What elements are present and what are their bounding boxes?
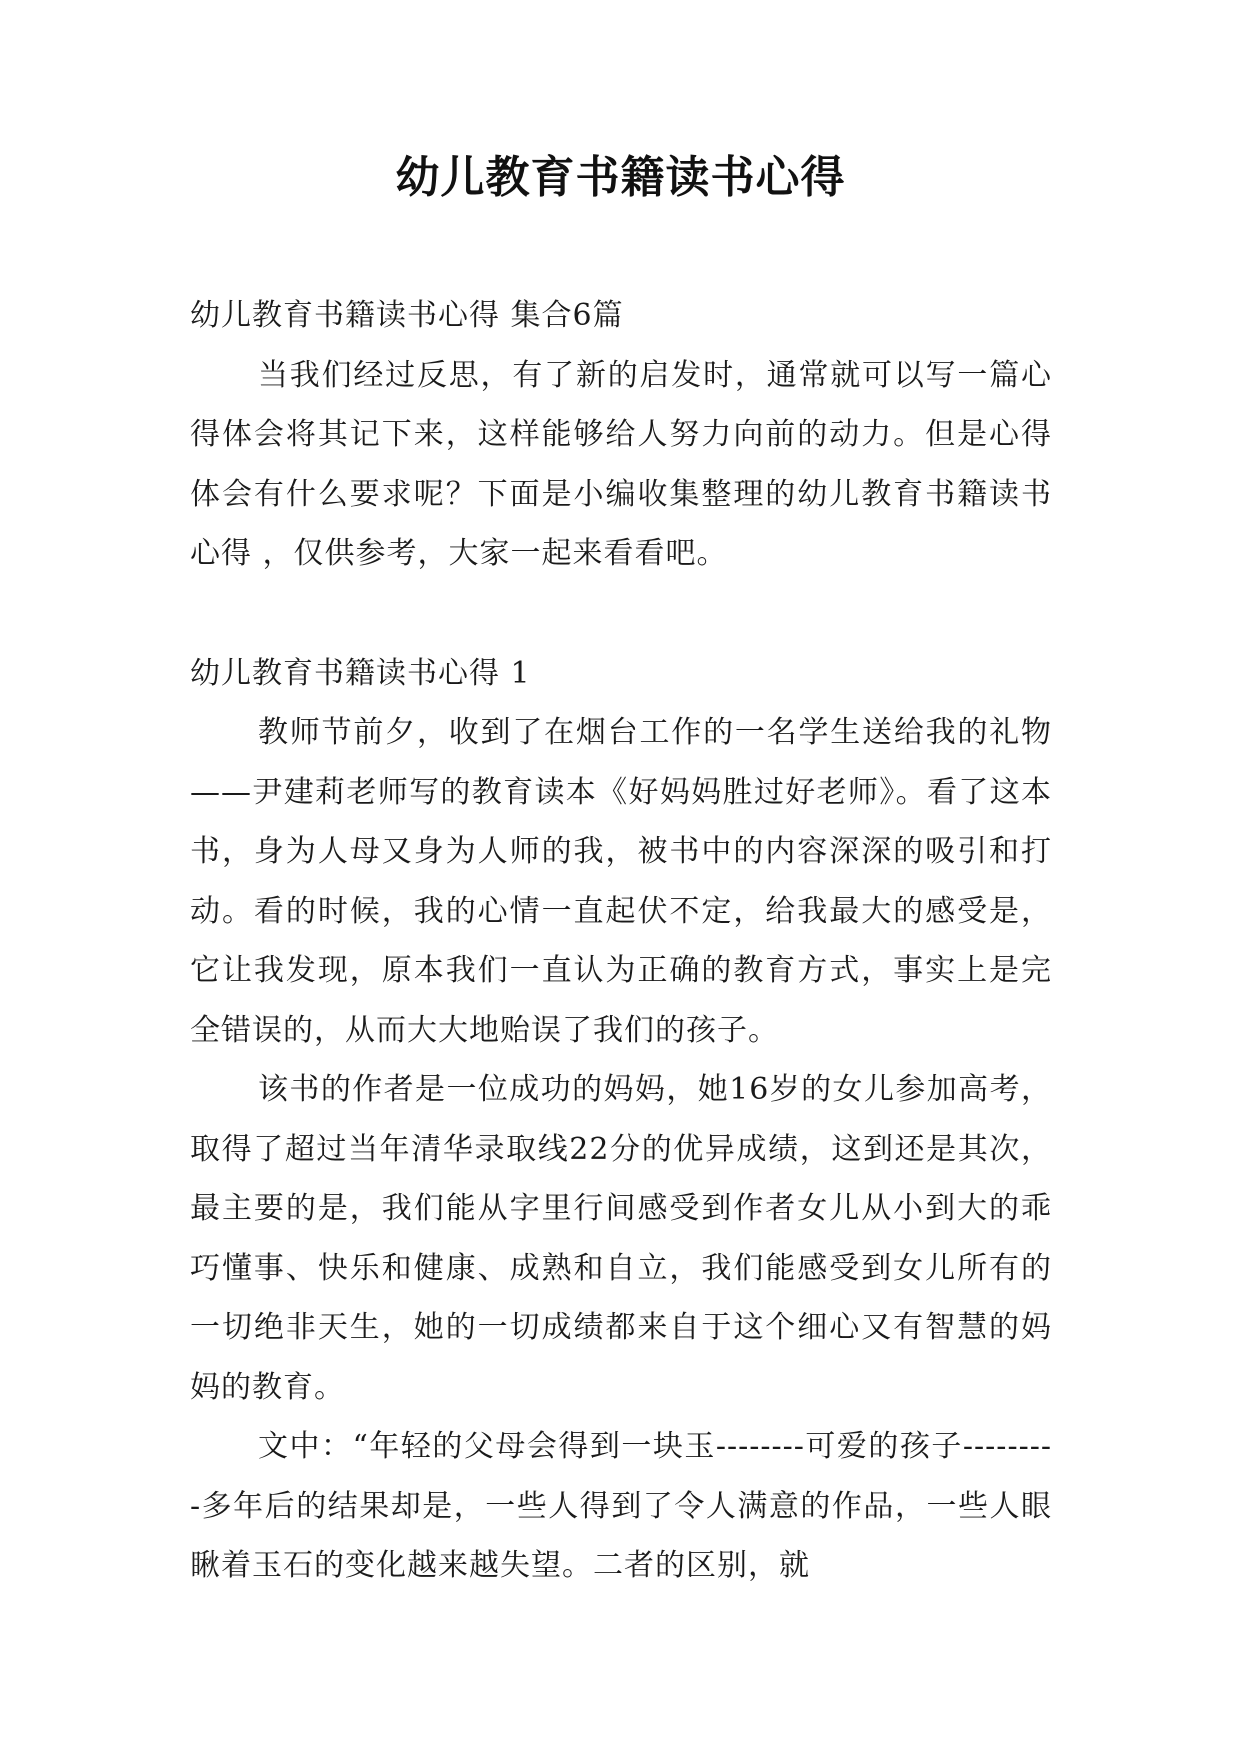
- section-heading: 幼儿教育书籍读书心得 1: [190, 655, 531, 691]
- intro-paragraph: 当我们经过反思，有了新的启发时，通常就可以写一篇心得体会将其记下来，这样能够给人努力向前的动力。但是心得体会有什么要求呢？下面是小编收集整理的幼儿教育书籍读书心得 ，仅供参考，大家一起来看看吧。: [190, 357, 1052, 571]
- document-body: [190, 286, 1052, 1596]
- collection-subtitle: 幼儿教育书籍读书心得 集合6篇: [190, 298, 624, 333]
- section-spacer: [190, 584, 1052, 644]
- body-paragraph: 该书的作者是一位成功的妈妈，她16岁的女儿参加高考，取得了超过当年清华录取线22分的优异成绩，这到还是其次，最主要的是，我们能从字里行间感受到作者女儿从小到大的乖巧懂事、快乐和健康、成熟和自立，我们能感受到女儿所有的一切绝非天生，她的一切成绩都来自于这个细心又有智慧的妈妈的教育。: [190, 1072, 1052, 1405]
- body-paragraph: 文中：“年轻的父母会得到一块玉--------可爱的孩子---------多年后的结果却是，一些人得到了令人满意的作品，一些人眼瞅着玉石的变化越来越失望。二者的区别，就: [190, 1429, 1052, 1583]
- document-title: 幼儿教育书籍读书心得: [395, 152, 846, 203]
- body-paragraph: 教师节前夕，收到了在烟台工作的一名学生送给我的礼物——尹建莉老师写的教育读本《好妈妈胜过好老师》。看了这本书，身为人母又身为人师的我，被书中的内容深深的吸引和打动。看的时候，我的心情一直起伏不定，给我最大的感受是，它让我发现，原本我们一直认为正确的教育方式，事实上是完全错误的，从而大大地贻误了我们的孩子。: [190, 715, 1052, 1048]
